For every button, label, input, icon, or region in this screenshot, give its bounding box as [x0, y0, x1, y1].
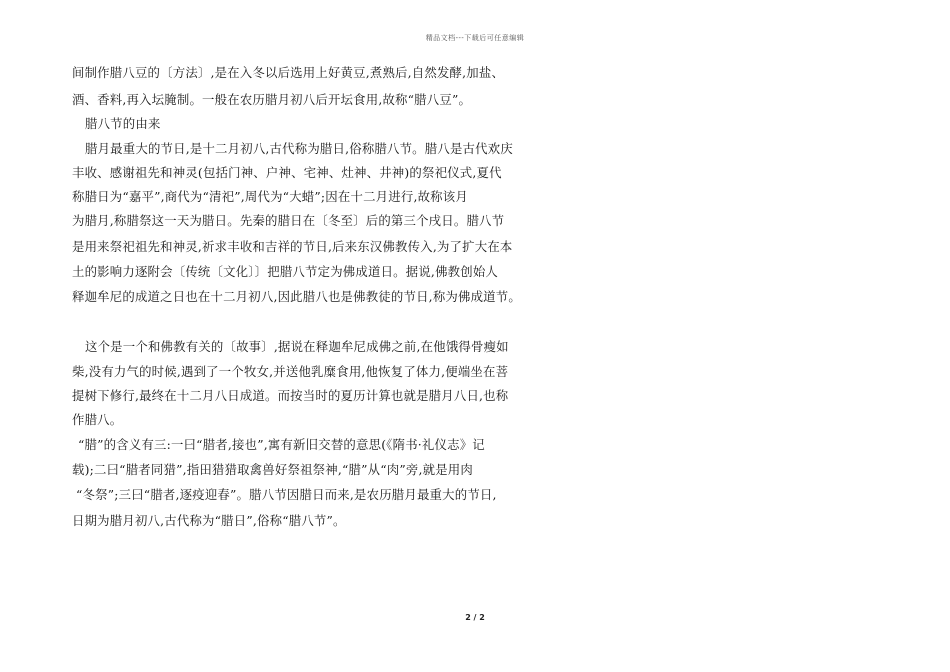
text-line: 为腊月,称腊祭这一天为腊日。先秦的腊日在〔冬至〕后的第三个戌日。腊八节 [72, 213, 505, 228]
text-line: 称腊日为“嘉平”,商代为“清祀”,周代为“大蜡”;因在十二月进行,故称该月 [72, 189, 468, 204]
text-line: “腊”的含义有三:一曰“腊者,接也”,寓有新旧交替的意思(《隋书·礼仪志》记 [78, 437, 485, 452]
text-line: 丰收、感谢祖先和神灵(包括门神、户神、宅神、灶神、井神)的祭祀仪式,夏代 [72, 165, 502, 180]
text-line: 载);二曰“腊者同猎”,指田猎猎取禽兽好祭祖祭神,“腊”从“肉”旁,就是用肉 [72, 462, 473, 477]
page-header: 精品文档---下载后可任意编辑 [425, 34, 525, 42]
text-line: 间制作腊八豆的〔方法〕,是在入冬以后选用上好黄豆,煮熟后,自然发酵,加盐、 [72, 65, 505, 80]
text-line: 是用来祭祀祖先和神灵,祈求丰收和吉祥的节日,后来东汉佛教传入,为了扩大在本 [72, 239, 513, 254]
text-line: 作腊八。 [72, 412, 123, 427]
text-line: 酒、香料,再入坛腌制。一般在农历腊月初八后开坛食用,故称“腊八豆”。 [72, 92, 472, 107]
section-heading: 腊八节的由来 [85, 116, 161, 131]
page-number: 2 / 2 [465, 613, 485, 622]
text-line: 土的影响力逐附会〔传统〔文化〕〕把腊八节定为佛成道日。据说,佛教创始人 [72, 264, 499, 279]
text-line: 提树下修行,最终在十二月八日成道。而按当时的夏历计算也就是腊月八日,也称 [72, 388, 509, 403]
text-line: 释迦牟尼的成道之日也在十二月初八,因此腊八也是佛教徒的节日,称为佛成道节。 [72, 289, 521, 304]
text-line: 这个是一个和佛教有关的〔故事〕,据说在释迦牟尼成佛之前,在他饿得骨瘦如 [85, 339, 509, 354]
text-line: 柴,没有力气的时候,遇到了一个牧女,并送他乳糜食用,他恢复了体力,便端坐在菩 [72, 364, 509, 379]
text-line: 腊月最重大的节日,是十二月初八,古代称为腊日,俗称腊八节。腊八是古代欢庆 [85, 141, 513, 156]
text-line: “冬祭”;三曰“腊者,逐疫迎春”。腊八节因腊日而来,是农历腊月最重大的节日, [76, 487, 497, 502]
text-line: 日期为腊月初八,古代称为“腊日”,俗称“腊八节”。 [72, 513, 346, 528]
